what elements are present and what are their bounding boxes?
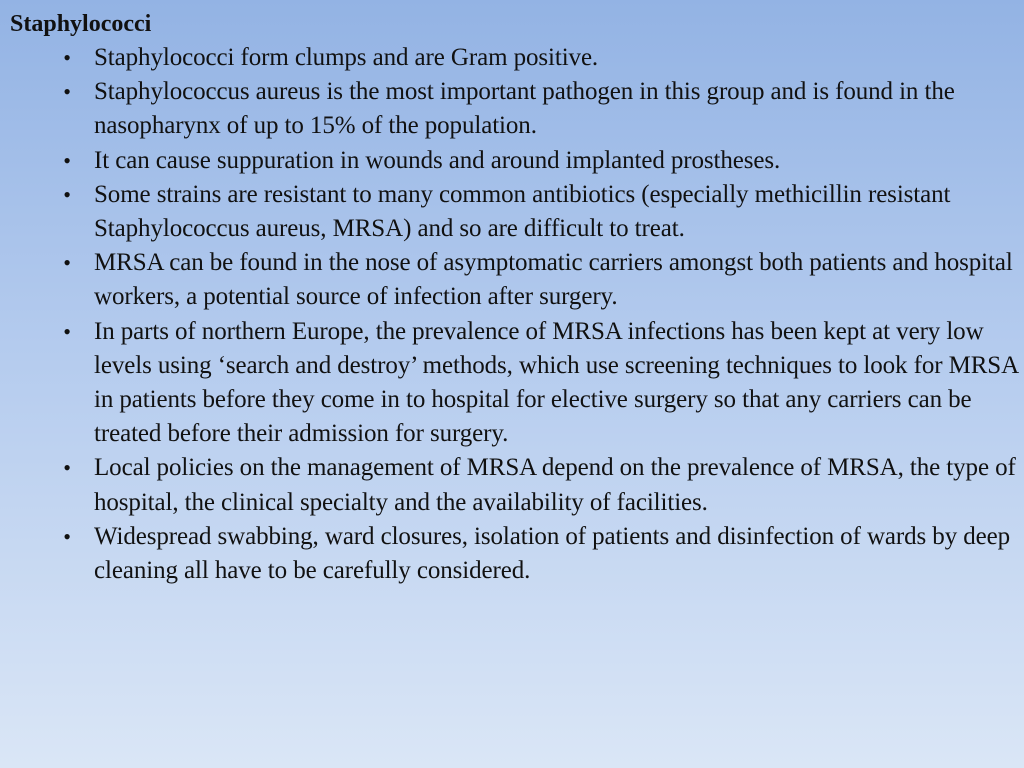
bullet-item: [56, 75, 1018, 143]
bullet-item: [56, 144, 1018, 178]
bullet-dot: •: [63, 250, 71, 276]
bullet-text: Staphylococci form clumps and are Gram positive.: [94, 44, 599, 71]
bullet-item: [56, 315, 1018, 452]
bullet-item: [56, 246, 1018, 314]
bullet-dot: •: [63, 147, 71, 173]
bullet-item: [56, 451, 1018, 519]
bullet-text: Widespread swabbing, ward closures, isolation of patients and disinfection of wards by deep cleaning all have to be carefully considered.: [94, 522, 1011, 585]
bullet-dot: •: [63, 45, 71, 70]
bullet-list: [56, 41, 1018, 588]
bullet-item: [56, 520, 1018, 588]
bullet-dot: •: [63, 79, 71, 105]
bullet-text: Local policies on the management of MRSA depend on the prevalence of MRSA, the type of hospital, the clinical specialty and the availability of facilities.: [94, 454, 1016, 516]
bullet-text: In parts of northern Europe, the prevalence of MRSA infections has been kept at very low levels using ‘search and destroy’ methods, which use screening techniques to look for MRSA in patients before they come in to hospital for elective surgery so that any carriers can be treated before their admission for surgery.: [94, 317, 1018, 448]
bullet-item: [56, 178, 1018, 246]
bullet-text: Some strains are resistant to many common antibiotics (especially methicillin resistant Staphylococcus aureus, MRSA) and so are difficult to treat.: [94, 180, 951, 243]
bullet-text: It can cause suppuration in wounds and around implanted prostheses.: [94, 146, 781, 174]
slide-title: Staphylococci: [10, 11, 152, 37]
bullet-dot: •: [63, 523, 71, 549]
bullet-dot: •: [63, 181, 71, 207]
bullet-text: Staphylococcus aureus is the most important pathogen in this group and is found in the nasopharynx of up to 15% of the population.: [94, 78, 955, 140]
bullet-item: [56, 41, 1018, 75]
bullet-text: MRSA can be found in the nose of asymptomatic carriers amongst both patients and hospital workers, a potential source of infection after surgery.: [94, 249, 1013, 311]
bullet-dot: •: [63, 318, 71, 344]
bullet-dot: •: [63, 455, 71, 481]
